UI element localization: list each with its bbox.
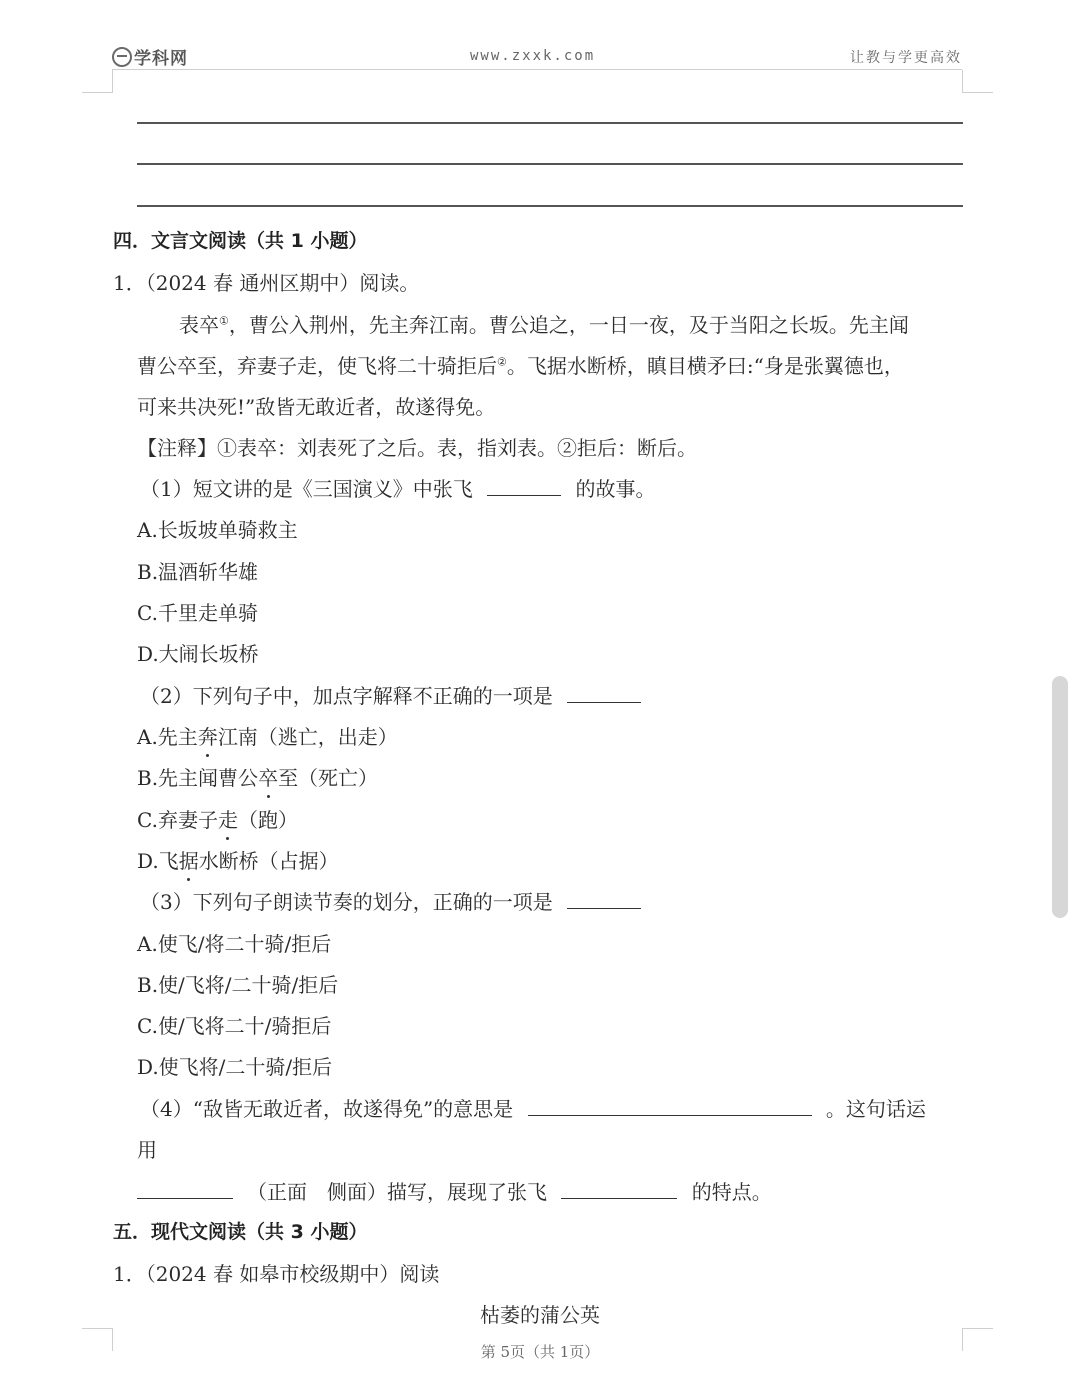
option-item: D.大闹长坂桥	[137, 642, 259, 666]
answer-line	[137, 122, 963, 124]
answer-blank[interactable]	[487, 477, 561, 496]
option-item: B.使/飞将/二十骑/拒后	[137, 973, 339, 997]
vertical-scrollbar-thumb[interactable]	[1052, 676, 1068, 918]
section-title-modern-reading: 五．现代文阅读（共 3 小题）	[113, 1221, 368, 1243]
option-item: C.千里走单骑	[137, 601, 258, 625]
option-item: B.先主闻曹公卒至（死亡）	[137, 762, 378, 791]
option-item: B.温酒斩华雄	[137, 560, 259, 584]
question-intro: 1．（2024 春 通州区期中）阅读。	[113, 271, 420, 295]
answer-blank[interactable]	[567, 890, 641, 909]
header-url: www.zxxk.com	[470, 48, 596, 64]
passage-line-3: 可来共决死!”敌皆无敢近者，故遂得免。	[137, 395, 496, 419]
page-number: 第 5页（共 1页）	[480, 1343, 600, 1361]
option-item: D.飞据水断桥（占据）	[137, 845, 339, 874]
site-logo	[112, 44, 188, 69]
question-2-stem: （2）下列句子中，加点字解释不正确的一项是	[140, 680, 641, 709]
answer-blank[interactable]	[561, 1180, 677, 1199]
option-item: A.长坂坡单骑救主	[137, 518, 298, 542]
corner-mark-top-left	[82, 70, 113, 93]
passage-line-1: 表卒①，曹公入荆州，先主奔江南。曹公追之，一日一夜，及于当阳之长坂。先主闻	[179, 313, 909, 337]
answer-line	[137, 163, 963, 165]
option-item: A.先主奔江南（逃亡，出走）	[137, 721, 398, 750]
option-item: C.弃妻子走（跑）	[137, 804, 298, 833]
question-intro: 1．（2024 春 如皋市校级期中）阅读	[113, 1262, 440, 1286]
question-3-stem: （3）下列句子朗读节奏的划分，正确的一项是	[140, 886, 641, 915]
header-divider	[112, 69, 962, 70]
option-item: D.使飞将/二十骑/拒后	[137, 1055, 333, 1079]
question-4-line-2: （正面 侧面）描写，展现了张飞 的特点。	[137, 1176, 772, 1205]
section-title-classical-reading: 四．文言文阅读（共 1 小题）	[113, 230, 368, 252]
passage-title: 枯萎的蒲公英	[480, 1303, 600, 1327]
option-item: A.使飞/将二十骑/拒后	[137, 932, 332, 956]
question-4-continued: 用	[137, 1138, 157, 1162]
question-1-stem: （1）短文讲的是《三国演义》中张飞 的故事。	[140, 477, 656, 501]
answer-blank[interactable]	[137, 1180, 233, 1199]
question-4-stem: （4）“敌皆无敢近者，故遂得免”的意思是 。这句话运	[140, 1097, 926, 1121]
passage-line-2: 曹公卒至，弃妻子走，使飞将二十骑拒后②。飞据水断桥，瞋目横矛曰:“身是张翼德也，	[137, 354, 904, 378]
answer-blank[interactable]	[567, 684, 641, 703]
logo-text: 学科网	[134, 49, 188, 69]
header-slogan: 让教与学更高效	[850, 50, 962, 66]
answer-line	[137, 205, 963, 207]
answer-blank[interactable]	[528, 1097, 812, 1116]
corner-mark-top-right	[962, 70, 993, 93]
graduation-cap-icon	[112, 47, 132, 67]
annotation-note: 【注释】①表卒：刘表死了之后。表，指刘表。②拒后：断后。	[137, 436, 697, 460]
option-item: C.使/飞将二十/骑拒后	[137, 1014, 332, 1038]
